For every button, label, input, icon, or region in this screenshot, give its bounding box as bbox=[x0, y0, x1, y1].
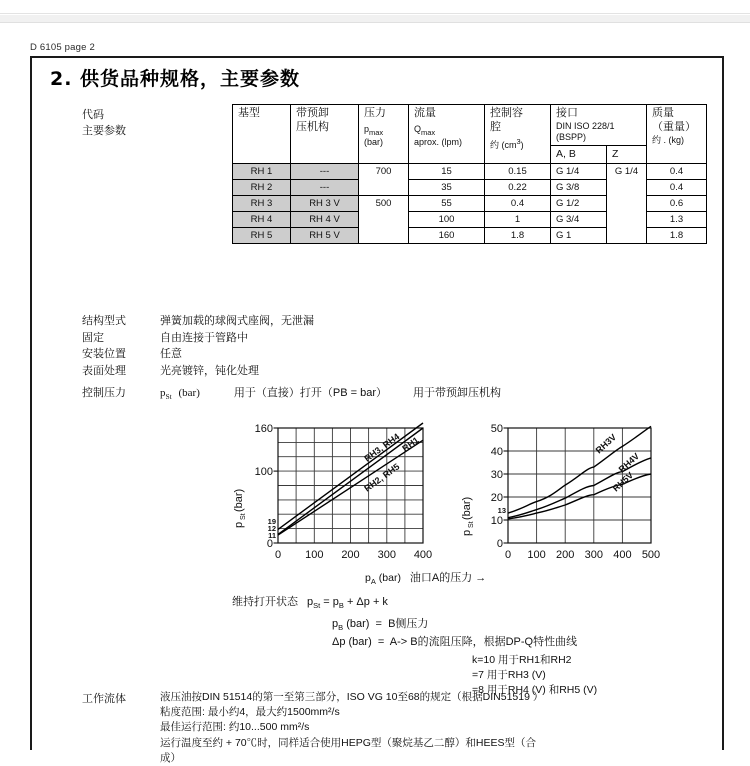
cell-port-ab: G 1/2 bbox=[551, 196, 607, 212]
right-ytick-30: 30 bbox=[490, 469, 503, 481]
xaxis-unit: (bar) bbox=[378, 572, 401, 584]
right-xtick-100: 100 bbox=[527, 549, 546, 561]
th-flow-symbol: $Q_{max}$ bbox=[414, 123, 436, 137]
left-chart-xticks bbox=[275, 549, 432, 561]
th-vent-mechanism: 带预卸 压机构 bbox=[291, 105, 359, 164]
cell-mass: 0.6 bbox=[647, 196, 707, 212]
working-fluid-block bbox=[82, 690, 543, 766]
formula-line-pb: $p_B$ (bar) = B侧压力 bbox=[332, 618, 429, 633]
cell-mass: 0.4 bbox=[647, 180, 707, 196]
th-ports: 接口 DIN ISO 228/1 (BSPP) bbox=[551, 105, 647, 146]
left-ytick-0: 0 bbox=[266, 538, 273, 550]
left-label-rh1: RH1 bbox=[400, 434, 421, 454]
cell-mass: 0.4 bbox=[647, 164, 707, 180]
right-label-rh5v: RH5V bbox=[610, 469, 636, 494]
right-ytick-10: 10 bbox=[490, 515, 503, 527]
left-chart-ylabel bbox=[233, 489, 247, 528]
working-fluid-line-4: 成） bbox=[160, 751, 181, 764]
th-mass: 质量 （重量） 约 . (kg) bbox=[647, 105, 707, 164]
right-xtick-0: 0 bbox=[504, 549, 512, 561]
spec-value: 任意 bbox=[160, 348, 182, 361]
viewer-top-strip bbox=[0, 0, 750, 14]
left-intercept-19: 19 bbox=[267, 517, 276, 526]
cell-vent: RH 4 V bbox=[291, 212, 359, 228]
parameter-table bbox=[232, 104, 707, 244]
cell-vent: --- bbox=[291, 164, 359, 180]
working-fluid-line-1: 粘度范围: 最小约4，最大约1500mm²/s bbox=[160, 706, 340, 719]
right-xtick-500: 500 bbox=[641, 549, 661, 561]
working-fluid-key: 工作流体 bbox=[82, 693, 126, 705]
spec-table-head bbox=[233, 105, 707, 164]
control-pressure-note-direct: 用于（直接）打开（PB = bar） bbox=[233, 387, 387, 399]
spec-table bbox=[232, 104, 707, 244]
formula-label: 维持打开状态 bbox=[232, 596, 298, 608]
cell-volume: 0.22 bbox=[485, 180, 551, 196]
left-intercept-12: 12 bbox=[267, 524, 276, 533]
right-xtick-200: 200 bbox=[556, 549, 575, 561]
right-ytick-0: 0 bbox=[496, 538, 503, 550]
cell-port-ab: G 3/8 bbox=[551, 180, 607, 196]
spec-key: 固定 bbox=[82, 331, 104, 344]
spec-row bbox=[82, 346, 314, 363]
right-xtick-400: 400 bbox=[613, 549, 632, 561]
right-chart-gridlines-h bbox=[508, 428, 651, 543]
left-label-rh2-rh5: RH2, RH5 bbox=[362, 461, 402, 494]
cell-volume: 0.15 bbox=[485, 164, 551, 180]
svg-text:p: p bbox=[233, 521, 245, 528]
left-xtick-100: 100 bbox=[305, 549, 324, 561]
formula-block bbox=[232, 594, 597, 698]
cell-volume: 0.4 bbox=[485, 196, 551, 212]
page-title: 2. 供货品种规格，主要参数 bbox=[50, 68, 301, 90]
control-pressure-note-vent: 用于带预卸压机构 bbox=[413, 387, 501, 399]
left-xtick-0: 0 bbox=[274, 549, 282, 561]
cell-qmax: 100 bbox=[409, 212, 485, 228]
right-ytick-20: 20 bbox=[490, 492, 503, 504]
page-frame-left-rule bbox=[30, 56, 32, 750]
th-control-volume: 控制容 腔 约 $(cm^3)$ bbox=[485, 105, 551, 164]
right-ytick-50: 50 bbox=[490, 423, 503, 435]
working-fluid-line-2: 最佳运行范围: 约10...500 mm²/s bbox=[160, 721, 310, 734]
cell-mass: 1.3 bbox=[647, 212, 707, 228]
th-ports-standard: DIN ISO 228/1 bbox=[556, 120, 615, 131]
formula-lines bbox=[332, 616, 597, 697]
formula-k-line-2: =8 用于RH4 (V) 和RH5 (V) bbox=[472, 683, 598, 696]
formula-k-line-0: k=10 用于RH1和RH2 bbox=[472, 653, 572, 666]
cell-port-ab: G 1 bbox=[551, 228, 607, 244]
right-ytick-40: 40 bbox=[490, 446, 503, 458]
th-mass-unit: 约 . (kg) bbox=[652, 134, 685, 145]
spec-table-body bbox=[233, 164, 707, 244]
cell-base-type: RH 3 bbox=[233, 196, 291, 212]
cell-base-type: RH 4 bbox=[233, 212, 291, 228]
xaxis-text: 油口A的压力 → bbox=[409, 572, 487, 584]
formula-k-line-1: =7 用于RH3 (V) bbox=[472, 668, 546, 681]
cell-port-z: G 1/4 bbox=[607, 164, 647, 244]
right-intercept-13: 13 bbox=[497, 506, 506, 515]
left-chart bbox=[228, 416, 458, 566]
left-xtick-200: 200 bbox=[341, 549, 360, 561]
th-pressure: 压力 $p_{max}$ (bar) bbox=[359, 105, 409, 164]
left-ytick-100: 100 bbox=[254, 466, 273, 478]
specification-list bbox=[82, 313, 314, 380]
th-pressure-symbol: $p_{max}$ bbox=[364, 123, 384, 137]
cell-port-ab: G 1/4 bbox=[551, 164, 607, 180]
cell-qmax: 35 bbox=[409, 180, 485, 196]
left-ytick-160: 160 bbox=[254, 423, 273, 435]
th-port-ab: A, B bbox=[551, 146, 607, 164]
cell-base-type: RH 1 bbox=[233, 164, 291, 180]
cell-qmax: 15 bbox=[409, 164, 485, 180]
left-chart-curve-labels bbox=[362, 431, 420, 493]
left-label-rh3-rh4: RH3, RH4 bbox=[362, 431, 402, 464]
right-chart-gridlines-v bbox=[508, 428, 651, 543]
viewer-page-gap bbox=[0, 15, 750, 23]
document-page bbox=[0, 24, 750, 764]
cell-mass: 1.8 bbox=[647, 228, 707, 244]
cell-volume: 1 bbox=[485, 212, 551, 228]
xaxis-symbol-sub: A bbox=[370, 577, 376, 587]
spec-key: 表面处理 bbox=[82, 365, 126, 378]
document-reference: D 6105 page 2 bbox=[30, 42, 95, 53]
table-left-label-0: 代码 bbox=[82, 109, 104, 121]
th-flow-unit: aprox. (lpm) bbox=[414, 136, 463, 147]
spec-row bbox=[82, 313, 314, 330]
page-frame-right-rule bbox=[722, 56, 724, 750]
characteristic-curves bbox=[228, 416, 728, 566]
spec-row bbox=[82, 363, 314, 380]
table-left-label-1: 主要参数 bbox=[82, 124, 126, 137]
th-port-z: Z bbox=[607, 146, 647, 164]
left-intercept-11: 11 bbox=[268, 531, 276, 540]
right-chart-ylabel bbox=[461, 497, 475, 536]
working-fluid-values bbox=[160, 690, 543, 766]
svg-text:(bar): (bar) bbox=[461, 496, 473, 520]
spec-row bbox=[82, 330, 314, 347]
right-label-rh4v: RH4V bbox=[616, 450, 642, 475]
cell-qmax: 55 bbox=[409, 196, 485, 212]
cell-base-type: RH 5 bbox=[233, 228, 291, 244]
formula-main: $p_{St} = p_B + \Delta p + k$ bbox=[307, 596, 388, 611]
cell-vent: RH 3 V bbox=[291, 196, 359, 212]
control-pressure-symbol: $p_{St}$ (bar) bbox=[160, 387, 200, 402]
xaxis-symbol: p bbox=[365, 572, 371, 584]
th-control-volume-unit: 约 $(cm^3)$ bbox=[490, 136, 524, 150]
right-chart-xticks bbox=[505, 549, 660, 561]
left-xtick-400: 400 bbox=[413, 549, 433, 561]
spec-key: 安装位置 bbox=[82, 348, 126, 361]
working-fluid-line-0: 液压油按DIN 51514的第一至第三部分，ISO VG 10至68的规定（根据DIN51519 ） bbox=[160, 691, 544, 703]
x-axis-caption bbox=[365, 569, 486, 586]
table-row bbox=[233, 164, 707, 180]
control-pressure-row bbox=[82, 384, 501, 401]
right-chart-intercept-labels bbox=[498, 506, 506, 515]
page-frame-top-rule bbox=[30, 56, 724, 58]
working-fluid-line-3: 运行温度至约 + 70℃时，同样适合使用HEPG型（聚烷基乙二醇）和HEES型（合 bbox=[160, 736, 536, 749]
right-xtick-300: 300 bbox=[584, 549, 603, 561]
cell-port-ab: G 3/4 bbox=[551, 212, 607, 228]
th-flow: 流量 $Q_{max}$ aprox. (lpm) bbox=[409, 105, 485, 164]
spec-value: 光亮镀锌，钝化处理 bbox=[160, 365, 259, 378]
formula-line-dp: Δp (bar) = A-> B的流阻压降，根据DP-Q特性曲线 bbox=[332, 636, 578, 649]
svg-text:St: St bbox=[240, 513, 247, 520]
right-chart bbox=[456, 416, 726, 566]
cell-vent: RH 5 V bbox=[291, 228, 359, 244]
cell-pmax: 700 bbox=[359, 164, 409, 196]
left-chart-intercept-labels bbox=[268, 517, 276, 540]
cell-base-type: RH 2 bbox=[233, 180, 291, 196]
svg-text:(bar): (bar) bbox=[233, 488, 245, 512]
formula-head bbox=[232, 594, 597, 611]
right-label-rh3v: RH3V bbox=[593, 431, 619, 456]
th-pressure-unit: (bar) bbox=[364, 136, 384, 147]
table-left-labels bbox=[82, 108, 126, 140]
spec-value: 自由连接于管路中 bbox=[160, 331, 248, 344]
cell-vent: --- bbox=[291, 180, 359, 196]
table-header-row bbox=[233, 105, 707, 146]
right-chart-tickmarks bbox=[504, 428, 509, 543]
spec-key: 结构型式 bbox=[82, 315, 126, 327]
th-ports-bspp: (BSPP) bbox=[556, 132, 587, 142]
svg-text:St: St bbox=[468, 521, 475, 528]
spec-value: 弹簧加载的球阀式座阀，无泄漏 bbox=[160, 315, 314, 327]
cell-pmax: 500 bbox=[359, 196, 409, 244]
cell-qmax: 160 bbox=[409, 228, 485, 244]
cell-volume: 1.8 bbox=[485, 228, 551, 244]
left-xtick-300: 300 bbox=[377, 549, 396, 561]
control-pressure-unit: (bar) bbox=[178, 387, 200, 399]
control-pressure-key: 控制压力 bbox=[82, 387, 126, 399]
right-chart-yticks bbox=[491, 423, 503, 550]
svg-text:p: p bbox=[461, 529, 473, 536]
right-curve-rh3v bbox=[508, 426, 651, 513]
th-base-type: 基型 bbox=[233, 105, 291, 164]
